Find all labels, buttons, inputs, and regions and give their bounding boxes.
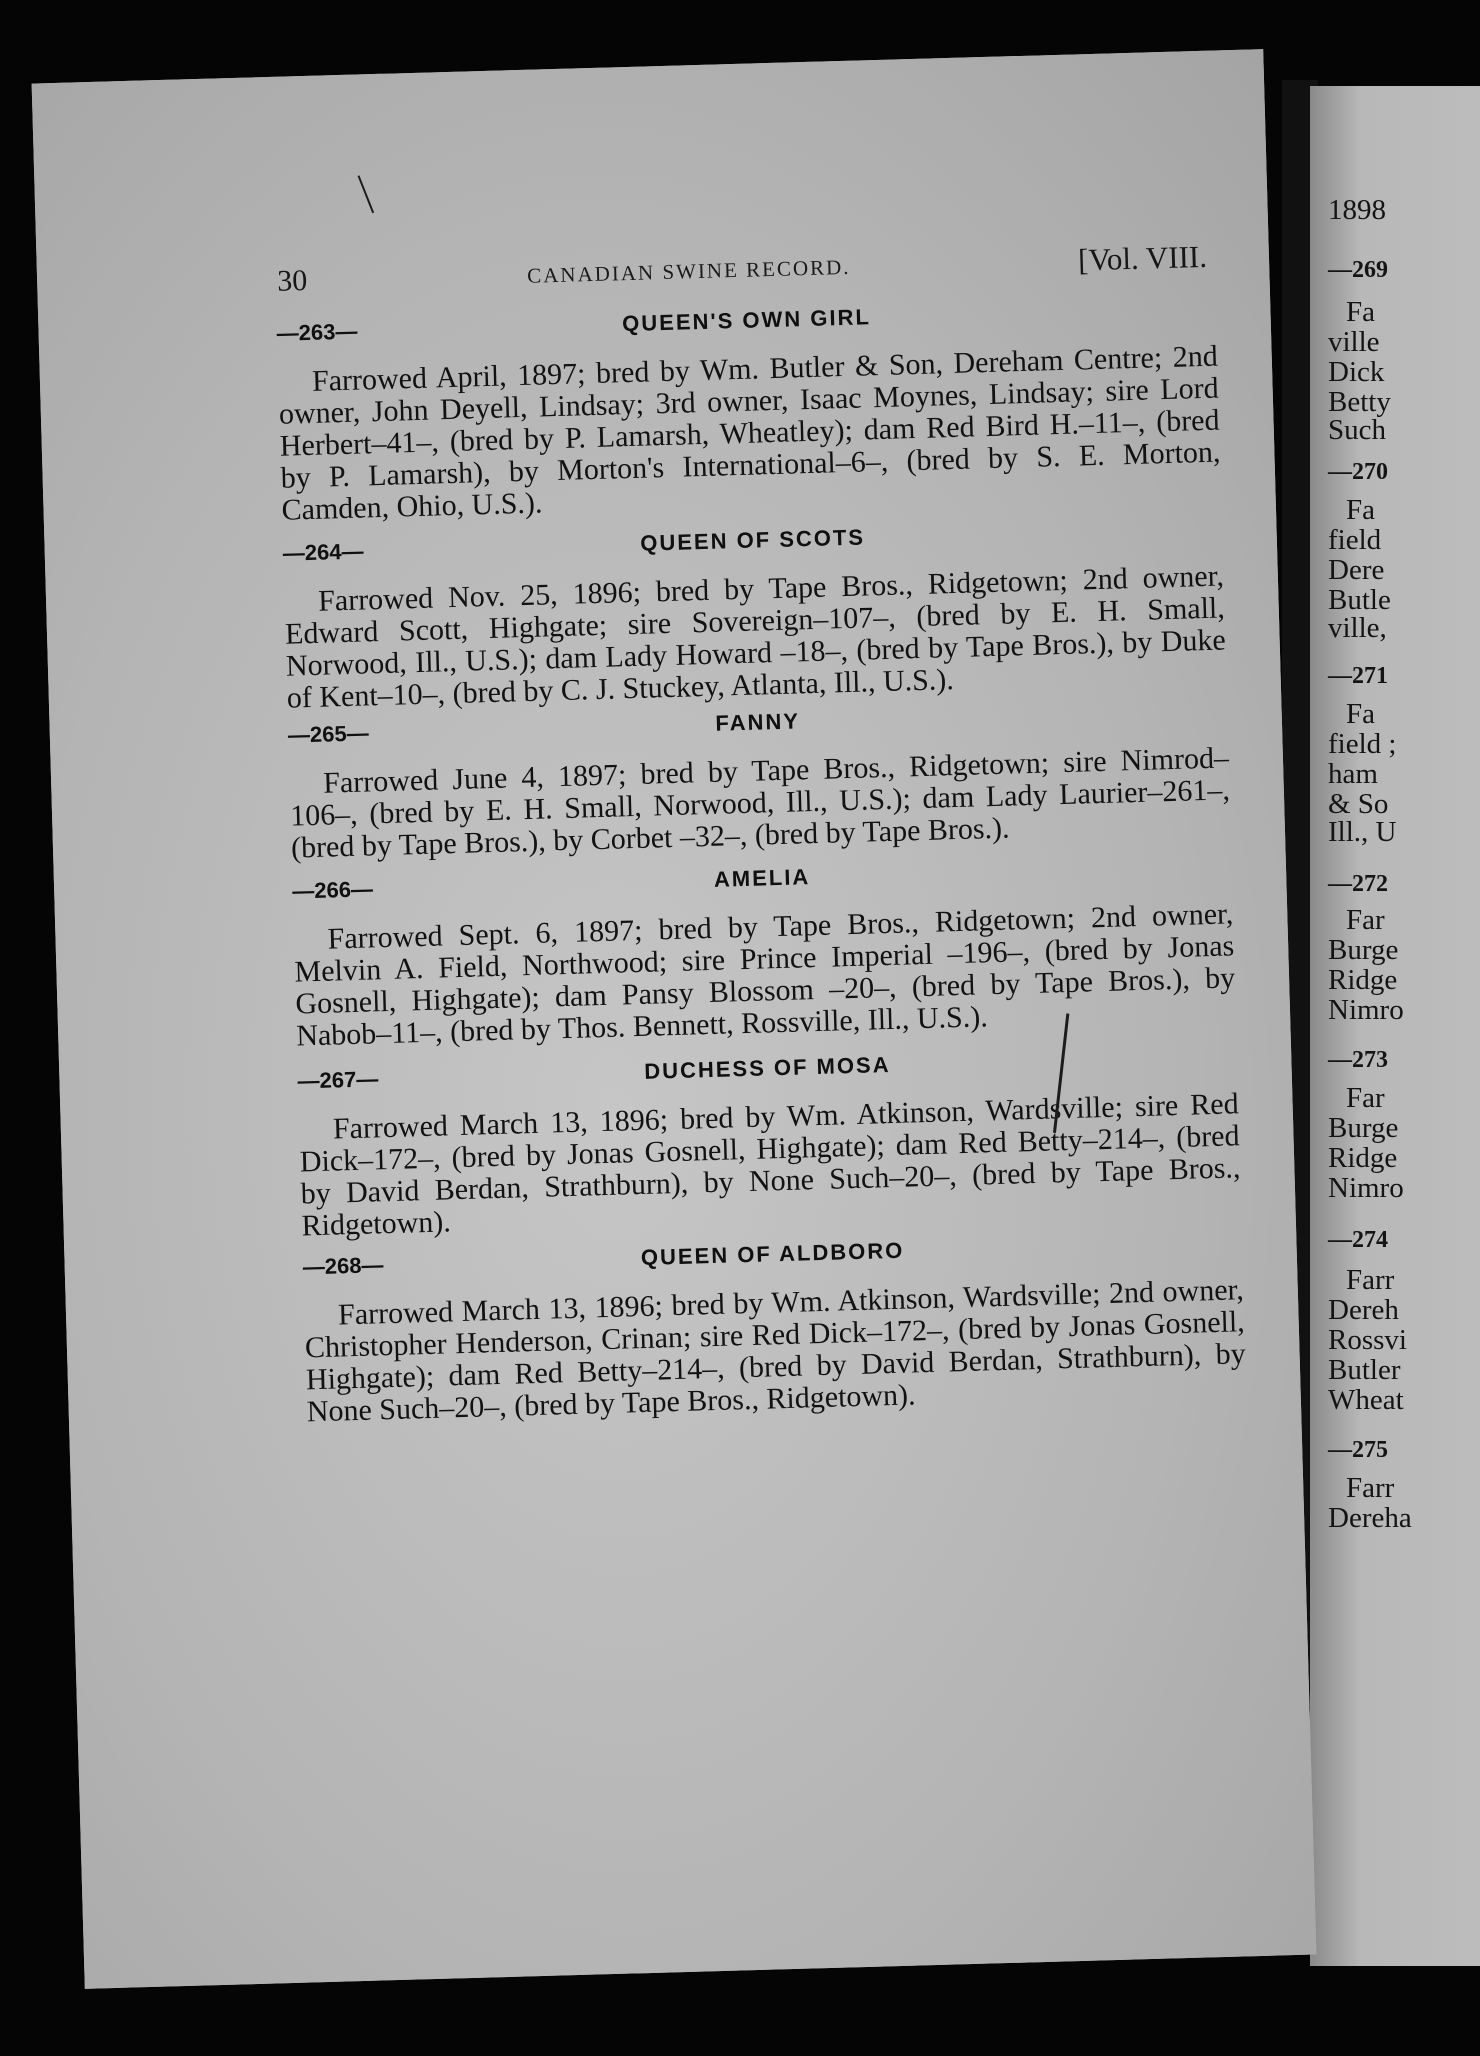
facing-page-text: Rossvi [1328, 1324, 1407, 1356]
facing-page-text: Betty [1328, 386, 1391, 418]
facing-page-text: —274 [1328, 1227, 1388, 1253]
facing-page-text: Dereha [1328, 1502, 1412, 1534]
entry-text: Farrowed April, 1897; bred by Wm. Butler & Son, Dereham Centre; 2nd owner, John Deyell, Lindsay; 3rd owner, Isaac Moynes, Lindsay; sire Lord Herbert–41–, (bred by P. Lamarsh, Wheatley); dam Red Bird H.–11–, (bred by P. Lamarsh), by Morton's International–6–, (bred by S. E. Morton, Camden, Ohio, U.S.). [278, 339, 1221, 527]
facing-page-text: Dere [1328, 554, 1385, 586]
facing-page-text: Fa [1346, 698, 1375, 730]
facing-page-text: Far [1346, 904, 1385, 936]
pencil-mark [358, 175, 375, 213]
facing-page-text: Farr [1346, 1264, 1395, 1296]
record-entry [282, 514, 1226, 714]
facing-page-text: Burge [1328, 934, 1399, 966]
running-title: CANADIAN SWINE RECORD. [526, 254, 851, 288]
record-entry [297, 1042, 1241, 1242]
facing-page-text: —275 [1328, 1437, 1388, 1463]
facing-page-text: Ill., U [1328, 816, 1397, 848]
facing-page-text: —269 [1328, 257, 1388, 283]
facing-page-text: ville, [1328, 612, 1387, 644]
facing-page-text: Dick [1328, 356, 1385, 388]
entry-name: QUEEN OF ALDBORO [640, 1237, 905, 1271]
facing-page-text: —273 [1328, 1047, 1388, 1073]
facing-page-text: Fa [1346, 296, 1375, 328]
volume-label: [Vol. VIII. [1077, 238, 1208, 278]
entry-text: Farrowed March 13, 1896; bred by Wm. Atkinson, Wardsville; sire Red Dick–172–, (bred by Jonas Gosnell, Highgate); dam Red Betty–214–, (bred by David Berdan, Strathburn), by None Such–20–, (bred by Tape Bros., Ridgetown). [299, 1087, 1241, 1243]
facing-page-text: field ; [1328, 728, 1397, 760]
facing-page-text: Such [1328, 414, 1386, 446]
entry-text: Farrowed March 13, 1896; bred by Wm. Atkinson, Wardsville; 2nd owner, Christopher Henderson, Crinan; sire Red Dick–172–, (bred by Jonas Gosnell, Highgate); dam Red Betty–214–, (bred by David Berdan, Strathburn), by None Such–20–, (bred by Tape Bros., Ridgetown). [304, 1273, 1247, 1429]
facing-page-text: & So [1328, 788, 1389, 820]
facing-page-text: Butler [1328, 1354, 1401, 1386]
facing-page-text: Nimro [1328, 994, 1404, 1026]
entry-number: —268— [302, 1252, 384, 1280]
book-page [32, 49, 1317, 1989]
entry-text: Farrowed Nov. 25, 1896; bred by Tape Bros., Ridgetown; 2nd owner, Edward Scott, Highgate; sire Sovereign–107–, (bred by E. H. Small, Norwood, Ill., U.S.); dam Lady Howard –18–, (bred by Tape Bros.), by Duke of Kent–10–, (bred by C. J. Stuckey, Atlanta, Ill., U.S.). [284, 559, 1227, 715]
facing-page-text: Farr [1346, 1472, 1395, 1504]
facing-page-text: —272 [1328, 871, 1388, 897]
entry-name: QUEEN OF SCOTS [639, 524, 866, 556]
entry-name: FANNY [715, 708, 801, 736]
entry-text: Farrowed June 4, 1897; bred by Tape Bros., Ridgetown; sire Nimrod–106–, (bred by E. H. Small, Norwood, Ill., U.S.); dam Lady Laurier–261–, (bred by Tape Bros.), by Corbet –32–, (bred by Tape Bros.). [289, 741, 1231, 865]
facing-page-text: —270 [1328, 459, 1388, 485]
entry-number: —263— [276, 318, 358, 346]
record-entry [276, 295, 1221, 527]
entry-name: DUCHESS OF MOSA [643, 1051, 891, 1084]
facing-page-text: Butle [1328, 584, 1391, 616]
facing-page-text: Dereh [1328, 1294, 1399, 1326]
entry-number: —264— [282, 538, 364, 566]
record-entry [292, 852, 1236, 1052]
entry-number: —266— [291, 876, 374, 904]
facing-page-text: Nimro [1328, 1172, 1404, 1204]
entry-number: —265— [287, 720, 369, 748]
facing-page-text: Ridge [1328, 1142, 1398, 1174]
facing-page-fragment [1310, 86, 1480, 1966]
facing-page-text: Wheat [1328, 1384, 1404, 1416]
facing-page-text: field [1328, 524, 1382, 556]
record-entry [302, 1228, 1246, 1428]
record-entry [288, 696, 1232, 864]
running-head [277, 239, 1208, 305]
facing-page-text: Burge [1328, 1112, 1399, 1144]
facing-page-text: Fa [1346, 494, 1375, 526]
facing-page-text: ville [1328, 326, 1380, 358]
facing-page-text: 1898 [1328, 194, 1386, 226]
facing-page-text: Far [1346, 1082, 1385, 1114]
facing-page-text: Ridge [1328, 964, 1398, 996]
entry-number: —267— [297, 1066, 379, 1094]
entry-name: AMELIA [713, 864, 811, 892]
entry-text: Farrowed Sept. 6, 1897; bred by Tape Bros., Ridgetown; 2nd owner, Melvin A. Field, Northwood; sire Prince Imperial –196–, (bred by Jonas Gosnell, Highgate); dam Pansy Blossom –20–, (bred by Tape Bros.), by Nabob–11–, (bred by Thos. Bennett, Rossville, Ill., U.S.). [294, 897, 1236, 1053]
facing-page-text: ham [1328, 758, 1378, 790]
entry-name: QUEEN'S OWN GIRL [621, 304, 872, 337]
page-number: 30 [276, 263, 308, 298]
facing-page-text: —271 [1328, 663, 1388, 689]
